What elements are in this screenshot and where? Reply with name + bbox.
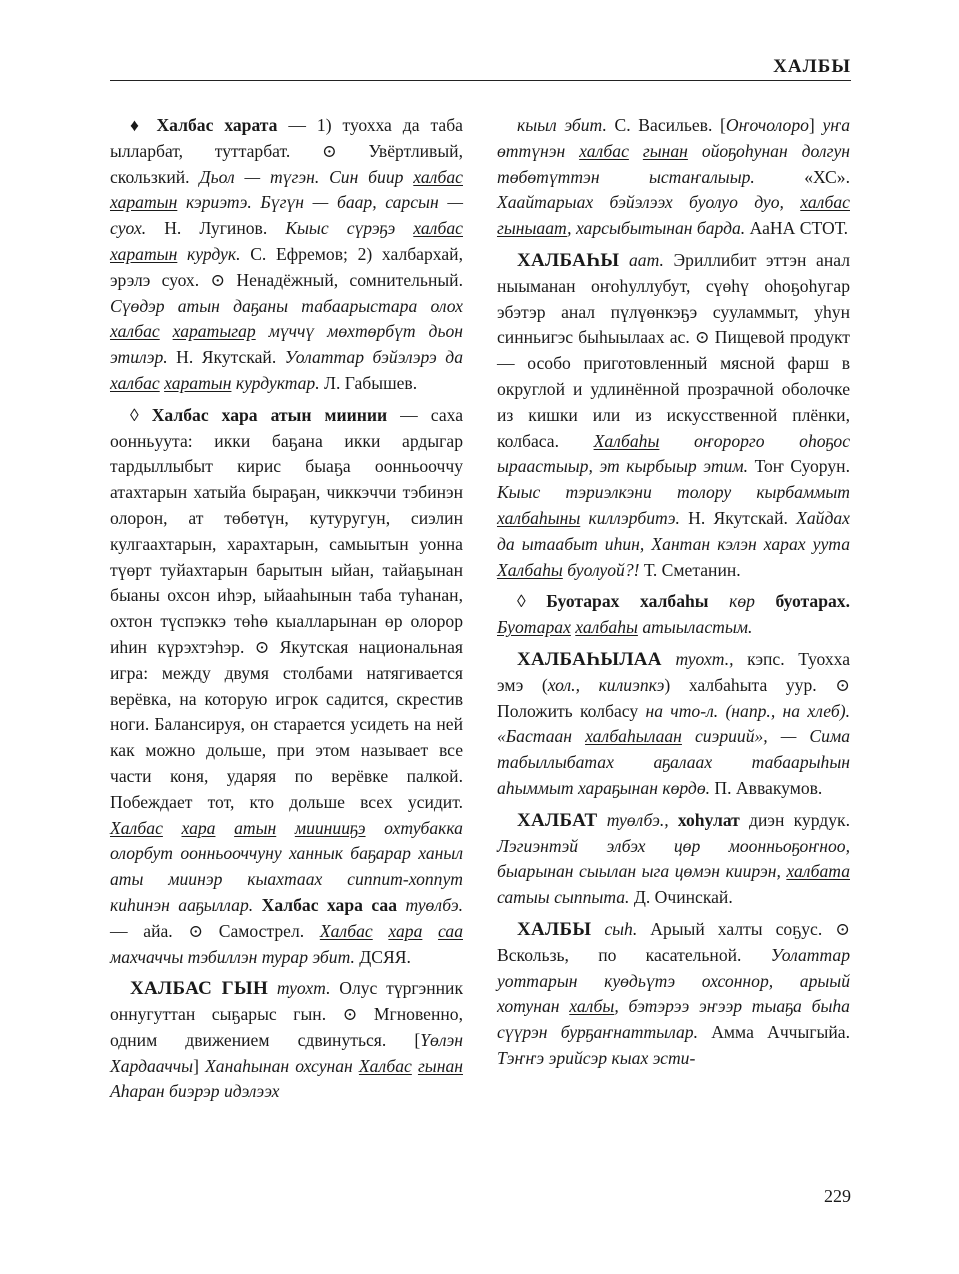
text-run [662, 649, 676, 669]
text-run: , харсыбытынан барда. [567, 218, 746, 239]
text-run: Дьол — түгэн. Син биир [199, 166, 414, 187]
text-run: — 1) туохха да таба ылларбат, туттарбат. ⊙ Увёртливый, скользкий. [110, 115, 463, 187]
text-run: АаНА СТОТ. [745, 218, 849, 239]
dictionary-entry [110, 403, 463, 971]
text-run: Халбас хара атын миинии [151, 404, 388, 425]
text-run [422, 921, 438, 941]
text-run: халбата [786, 861, 850, 882]
text-run: ХАЛБАТ [517, 809, 598, 831]
text-run: халбас [110, 321, 160, 342]
text-run: кыыл эбит. [517, 115, 607, 135]
text-run: гынан [642, 140, 688, 161]
text-run: С. Васильев. [ [606, 115, 726, 135]
text-run: халбы [569, 996, 615, 1017]
text-run [253, 895, 261, 915]
text-run: Хайдах да ытаабыт иһин, Хантан кэлэн харах уута [497, 507, 850, 554]
text-run [709, 591, 730, 611]
text-run: буотарах. [775, 591, 850, 612]
text-run: Лэгиэнтэй элбэх цөр моонньоҕоҥноо, быарынан сыылан ыга цөмэн киирэн, [497, 835, 850, 882]
text-run: Халбаһы [593, 430, 660, 451]
dictionary-entry [497, 647, 850, 802]
text-run: диэн курдук. [739, 809, 850, 830]
right-column [497, 113, 850, 1072]
text-run [215, 818, 234, 838]
text-run: ◊ [130, 404, 152, 425]
text-run: Н. Лугинов. [146, 218, 286, 239]
text-run: гыныаат [497, 218, 568, 239]
text-run: сиэриий», — Сима табыллыбатах аҕалаах табаарыһын аһыммыт хараҕынан көрдө. [497, 726, 850, 798]
text-run: Оҥочолоро [725, 115, 809, 135]
text-run: хоһулат [677, 809, 740, 830]
text-run [619, 250, 629, 270]
text-run: халбас [413, 218, 463, 239]
text-run: халбаһы [575, 617, 638, 638]
text-run: ХАЛБАС ГЫН [130, 978, 269, 1000]
text-run: «Бастаан [497, 726, 586, 747]
text-run: харатын [110, 192, 178, 213]
text-run: халбаһылаан [585, 726, 682, 747]
text-run [268, 978, 277, 998]
text-run: ХАЛБАҺЫЛАА [517, 648, 662, 670]
text-run: Тэҥҥэ эрийсэр кыах эсти- [497, 1047, 696, 1068]
text-run: — айа. ⊙ Самострел. [110, 920, 320, 941]
header-rule [110, 80, 851, 81]
text-run: хара [388, 920, 423, 941]
text-run [755, 591, 776, 611]
text-run: Халбас хара саа [261, 894, 397, 915]
text-run: ◊ [517, 591, 547, 612]
text-run: аат. [628, 249, 664, 270]
text-run: курдук. [177, 243, 241, 264]
text-run: Кыыс тэриэлкэни толору кырбаммыт [497, 482, 850, 503]
dictionary-entry [497, 113, 850, 242]
text-run: гынан [417, 1055, 463, 1076]
text-run: — саха оонньуута: икки баҕана икки ардыгар тардыллыбыт кирис быаҕа оонньооччу атахтарын хатыйа быраҕан, чиккэччи тэбинэн олорон, ат төбөтүн, кутуругун, сиэлин кулгаахтарын, харахтарын, самыытын уонна түөрт туйахтарын барытын ыйан, тайаҕынан быаны охсон иһэр, ыйааһынын таба туһанан, охтон түспэккэ төһө кыалларынан өр олорор иһин күрэхтэһэр. ⊙ Якутская национальная игра: между двумя столбами натягивается верёвка, на которую игрок садится, скрестив ноги. Балансируя, он старается усидеть на ней как можно дольше, при этом называет все части коня, ударяя по верёвке палкой. Побеждает тот, кто дольше всех усидит. [110, 404, 463, 812]
dictionary-entry [497, 808, 850, 911]
text-run: сыһ. [604, 918, 638, 939]
dictionary-entry [497, 248, 850, 583]
text-run: харатыгар [172, 321, 256, 342]
text-run: уҥа өттүнэн [497, 115, 850, 161]
text-run: С. Ефремов; 2) халбархай, эрэлэ суох. ⊙ Ненадёжный, сомнительный. [110, 243, 463, 290]
text-run: Эриллибит эттэн анал ныыманан оҥоһуллубут, сүөһү оһоҕоһугар эбэтэр анал пүлүөнкэҕэ сууламмыт, уһун синньигэс быһыылаах ас. ⊙ Пищевой продукт — особо приготовленный мясной фарш в округлой и удлинённой прозрачной оболочке из кишки или из искусственной плёнки, колбаса. [497, 249, 850, 451]
text-run: Тоҥ Суорун. [747, 456, 850, 477]
text-run: П. Аввакумов. [710, 777, 823, 798]
dictionary-entry [110, 976, 463, 1105]
running-title: ХАЛБЫ [773, 56, 851, 77]
text-run: Амма Аччыгыйа. [697, 1022, 851, 1043]
text-run: Л. Габышев. [319, 372, 418, 393]
text-run: Кыыс сүрэҕэ [285, 218, 414, 239]
text-run: халбас [800, 192, 850, 213]
text-run: Буотарах [497, 617, 571, 638]
text-run: сатыы сыппыта. [497, 887, 630, 908]
text-run: Халбаһы [497, 559, 563, 580]
text-run: халбас [579, 140, 629, 161]
text-run: Аһаран биэрэр идэлээх [110, 1081, 280, 1102]
left-column [110, 113, 463, 1105]
text-run: мүччү мөхтөрбүт дьон этилэр. [110, 321, 463, 368]
text-run: ХАЛБЫ [517, 918, 592, 940]
text-run: ] [193, 1055, 206, 1076]
text-run: хол., килиэпкэ [547, 674, 665, 695]
text-run: Уолаттар бэйэлэрэ да [284, 347, 463, 368]
text-run: Үөлэн Хардааччы [110, 1029, 463, 1076]
text-run [669, 810, 678, 830]
text-run: курдуктар. [231, 372, 320, 393]
text-run: ] [808, 115, 823, 135]
text-run [597, 810, 606, 830]
dictionary-entry [110, 113, 463, 397]
text-run: ДСЯЯ. [354, 946, 411, 967]
page-number: 229 [824, 1186, 851, 1206]
text-run: Н. Якутскай. [679, 507, 797, 528]
text-run: «ХС». [754, 166, 850, 187]
text-run: Н. Якутскай. [167, 347, 285, 368]
text-run: Халбас [358, 1055, 412, 1076]
text-run: буолуой?! [562, 559, 640, 580]
text-run [629, 141, 643, 161]
text-run: охтубакка олорбут оонньооччуну ханнык баҕарар ханыл аты миинэр кыахтаах сиппит-хоппут киһинэн ааҕыллар. [110, 817, 463, 915]
text-run: Олус түргэнник оннугуттан сыҕарыс гын. ⊙ Мгновенно, одним движением сдвинуться. [ [110, 978, 463, 1050]
text-run: Сүөдэр атын даҕаны табаарыстара олох [110, 295, 463, 316]
text-run: саа [438, 920, 463, 941]
text-run: халбаһыны [497, 507, 581, 528]
text-run: ойоҕоһунан долгун төбөтүттэн ыстаҥалыыр. [497, 140, 850, 187]
text-run [163, 818, 182, 838]
text-run [373, 921, 389, 941]
text-run: ХАЛБАҺЫ [517, 249, 620, 271]
text-run: Халбас [319, 920, 373, 941]
text-run [276, 818, 295, 838]
text-run: туөлбэ. [405, 894, 463, 915]
text-run: Хаайтарыах бэйэлээх буолуо дуо, [497, 192, 801, 213]
text-run: халбас [110, 372, 160, 393]
text-run: туохт., [675, 648, 734, 669]
dictionary-entry [497, 917, 850, 1072]
text-run: кэриэтэ. Бүгүн — баар, сарсын — суох. [110, 192, 463, 239]
text-run: ) халбаһыта уур. ⊙ Положить колбасу [497, 674, 851, 721]
text-run: Халбас [110, 817, 163, 838]
text-run: туөлбэ., [606, 809, 669, 830]
text-run: кэпс. Туохха эмэ ( [497, 648, 851, 695]
text-run: на что-л. (напр., на хлеб). [645, 700, 850, 721]
text-run: оҥорорго оһоҕос ыраастыыр, эт кырбыыр этим. [497, 430, 850, 477]
text-run: Арыый халты соҕус. ⊙ Вскользь, по касательной. [497, 918, 850, 965]
text-run: харатын [110, 243, 178, 264]
text-run: Буотарах халбаһы [546, 591, 709, 612]
text-run [160, 321, 173, 341]
text-run: киллэрбитэ. [580, 507, 680, 528]
text-run: махчаччы тэбиллэн турар эбит. [110, 946, 355, 967]
text-run [591, 919, 604, 939]
text-run: халбас [413, 166, 463, 187]
text-run: , бэтэрээ эҥээр тыаҕа быһа сүүрэн бурҕаҥнаттылар. [497, 996, 850, 1043]
text-run: атын [234, 817, 277, 838]
text-run: Т. Сметанин. [639, 559, 741, 580]
text-run: миинииҕэ [294, 817, 366, 838]
text-run: ♦ [130, 115, 157, 135]
text-run: Ханаһынан охсунан [205, 1055, 359, 1076]
text-run: атыыластым. [637, 617, 753, 638]
text-run: көр [729, 591, 755, 612]
text-run: туохт. [276, 978, 331, 999]
text-run: хара [181, 817, 216, 838]
dictionary-entry [497, 589, 850, 641]
text-run: Уолаттар уоттарын куөдьүтэ охсоннор, арыый хотунан [497, 944, 850, 1017]
text-run: харатын [164, 372, 232, 393]
text-run: Д. Очинскай. [629, 887, 733, 908]
text-run: Халбас харата [156, 115, 278, 135]
